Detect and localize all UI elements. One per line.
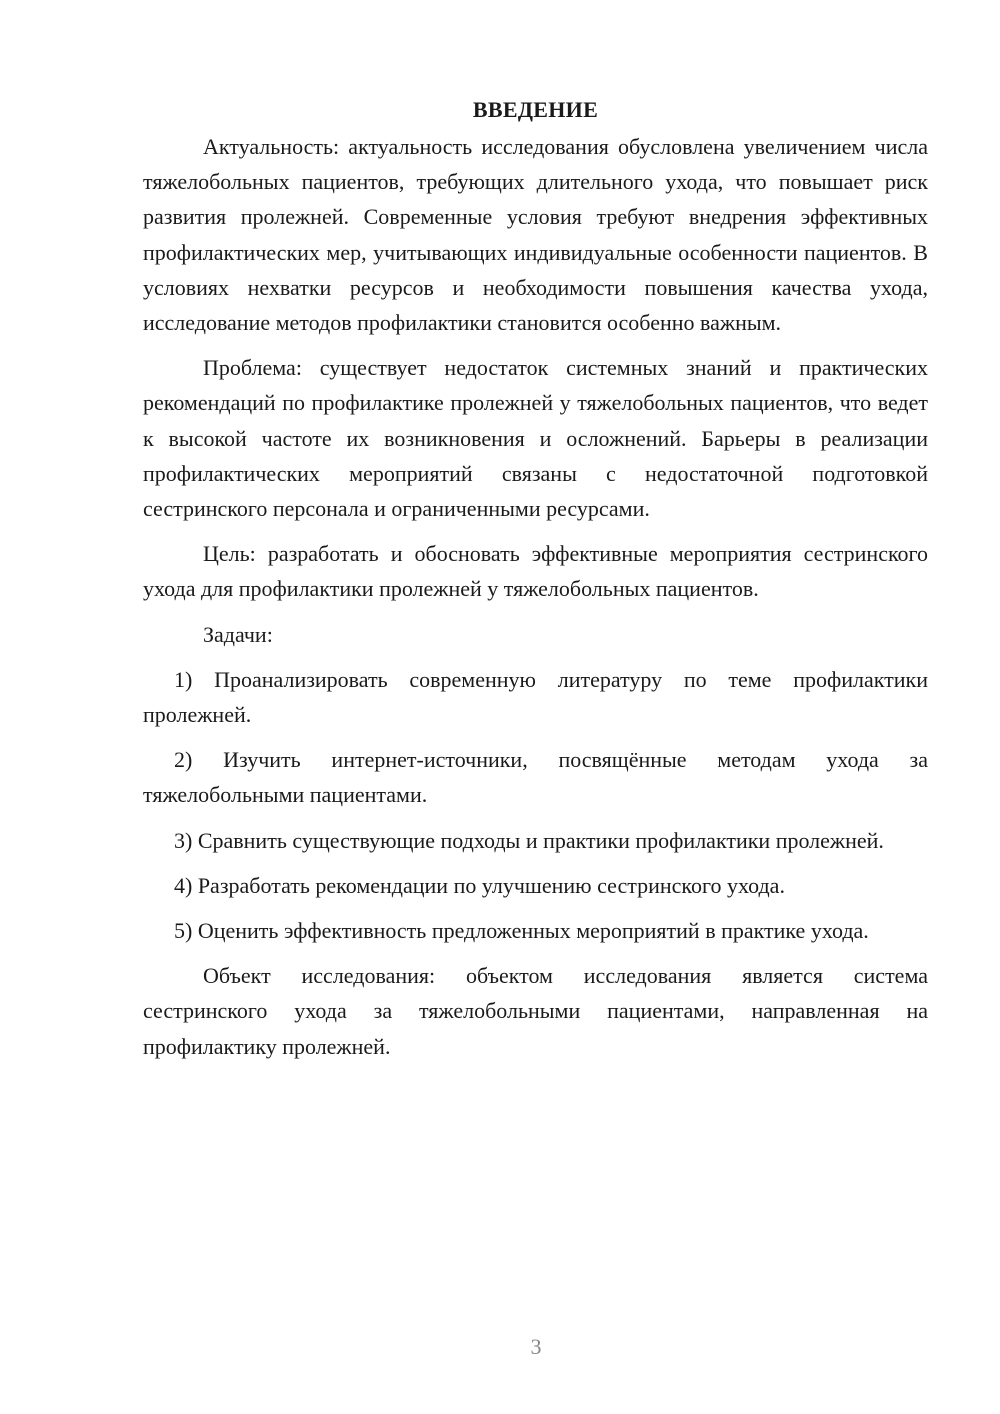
- paragraph-problem: Проблема: существует недостаток системных знаний и практических рекомендаций по профилактике пролежней у тяжелобольных пациентов, что ведет к высокой частоте их возникновения и осложнений. Барьеры в реализации профилактических мероприятий связаны с недостаточной подготовкой сестринского персонала и ограниченными ресурсами.: [143, 355, 928, 522]
- paragraph-relevance: Актуальность: актуальность исследования обусловлена увеличением числа тяжелобольных пациентов, требующих длительного ухода, что повышает риск развития пролежней. Современные условия требуют внедрения эффективных профилактических мер, учитывающих индивидуальные особенности пациентов. В условиях нехватки ресурсов и необходимости повышения качества ухода, исследование методов профилактики становится особенно важным.: [143, 134, 928, 336]
- paragraph-object: Объект исследования: объектом исследования является система сестринского ухода за тяжелобольными пациентами, направленная на профилактику пролежней.: [143, 963, 928, 1059]
- tasks-list: [143, 662, 928, 948]
- task-item: 1) Проанализировать современную литературу по теме профилактики пролежней.: [143, 666, 928, 728]
- document-page: [143, 92, 928, 1074]
- task-item: 5) Оценить эффективность предложенных мероприятий в практике ухода.: [174, 918, 869, 944]
- paragraph-goal: Цель: разработать и обосновать эффективные мероприятия сестринского ухода для профилактики пролежней у тяжелобольных пациентов.: [143, 541, 928, 602]
- tasks-title: Задачи:: [203, 621, 273, 647]
- section-heading: ВВЕДЕНИЕ: [472, 97, 599, 122]
- task-item: 3) Сравнить существующие подходы и практики профилактики пролежней.: [174, 827, 884, 853]
- task-item: 2) Изучить интернет-источники, посвящённые методам ухода за тяжелобольными пациентами.: [143, 747, 928, 808]
- page-number: 3: [530, 1334, 542, 1359]
- task-item: 4) Разработать рекомендации по улучшению сестринского ухода.: [174, 872, 785, 898]
